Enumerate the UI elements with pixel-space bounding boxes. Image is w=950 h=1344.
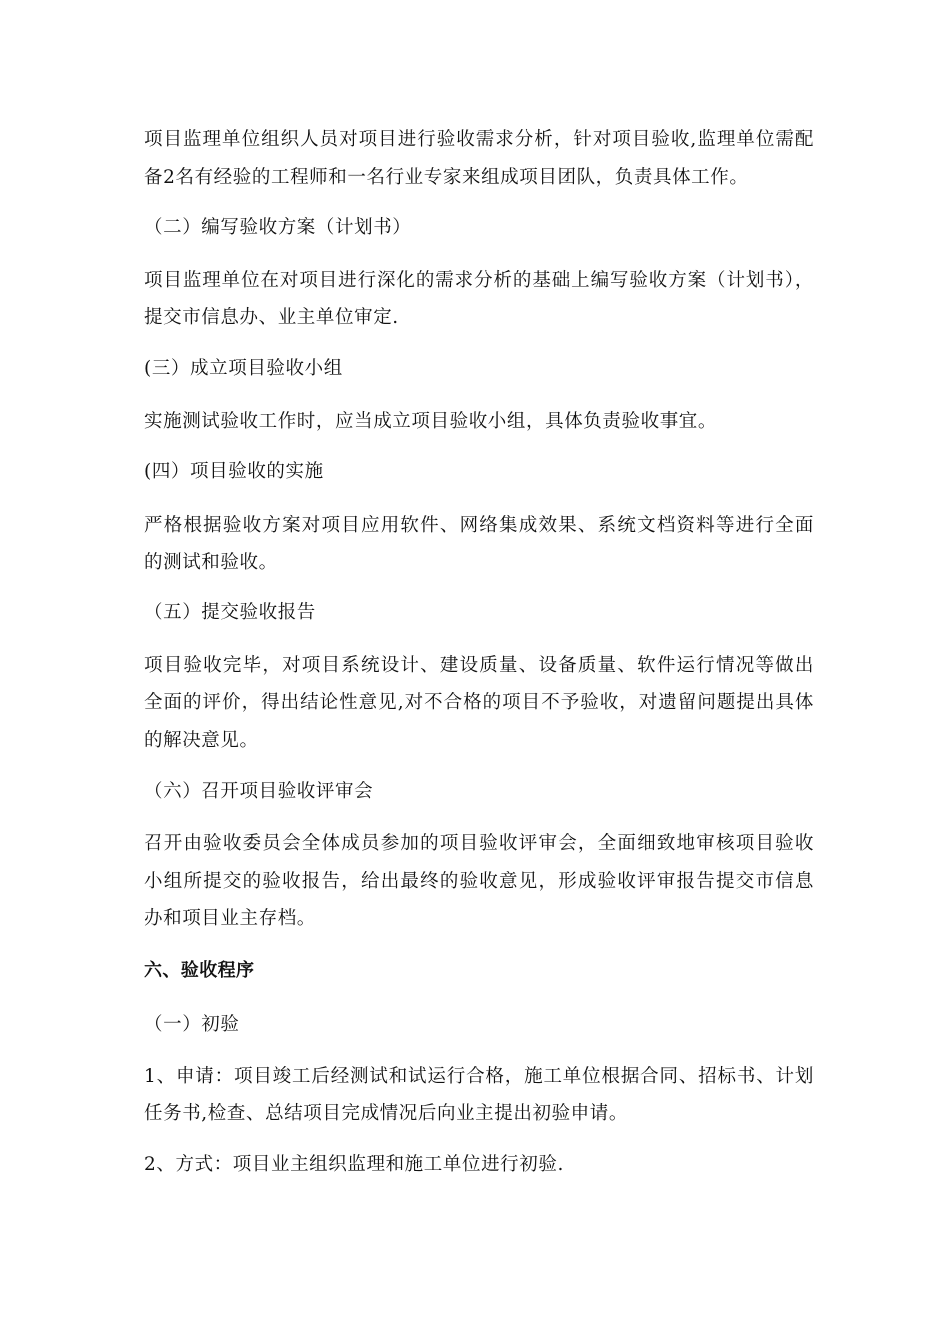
- paragraph-line: 小组所提交的验收报告，给出最终的验收意见，形成验收评审报告提交市信息: [144, 871, 814, 892]
- section-heading: 六、验收程序: [144, 960, 255, 981]
- paragraph-line: 实施测试验收工作时，应当成立项目验收小组，具体负责验收事宜。: [144, 411, 718, 432]
- paragraph-line: 项目监理单位在对项目进行深化的需求分析的基础上编写验收方案（计划书），: [144, 270, 814, 291]
- paragraph-line: 2、方式：项目业主组织监理和施工单位进行初验.: [144, 1154, 564, 1175]
- paragraph-line: 全面的评价，得出结论性意见,对不合格的项目不予验收，对遗留问题提出具体: [144, 692, 814, 713]
- paragraph-line: 办和项目业主存档。: [144, 908, 316, 929]
- section-subheading: (四）项目验收的实施: [144, 461, 324, 482]
- section-subheading: (三）成立项目验收小组: [144, 358, 343, 379]
- section-subheading: （二）编写验收方案（计划书）: [144, 217, 412, 238]
- paragraph-line: 任务书,检查、总结项目完成情况后向业主提出初验申请。: [144, 1103, 628, 1124]
- paragraph-line: 的解决意见。: [144, 730, 259, 751]
- paragraph-line: 1、申请：项目竣工后经测试和试运行合格，施工单位根据合同、招标书、计划: [144, 1066, 814, 1087]
- paragraph-line: 提交市信息办、业主单位审定.: [144, 307, 399, 328]
- section-subheading: （六）召开项目验收评审会: [144, 781, 374, 802]
- paragraph-line: 严格根据验收方案对项目应用软件、网络集成效果、系统文档资料等进行全面: [144, 515, 814, 536]
- paragraph-line: 的测试和验收。: [144, 552, 278, 573]
- section-subheading: （五）提交验收报告: [144, 602, 316, 623]
- section-subheading: （一）初验: [144, 1014, 240, 1035]
- paragraph-line: 召开由验收委员会全体成员参加的项目验收评审会，全面细致地审核项目验收: [144, 833, 814, 854]
- paragraph-line: 项目验收完毕，对项目系统设计、建设质量、设备质量、软件运行情况等做出: [144, 655, 814, 676]
- paragraph-line: 项目监理单位组织人员对项目进行验收需求分析，针对项目验收,监理单位需配: [144, 129, 814, 150]
- paragraph-line: 备2名有经验的工程师和一名行业专家来组成项目团队，负责具体工作。: [144, 167, 749, 188]
